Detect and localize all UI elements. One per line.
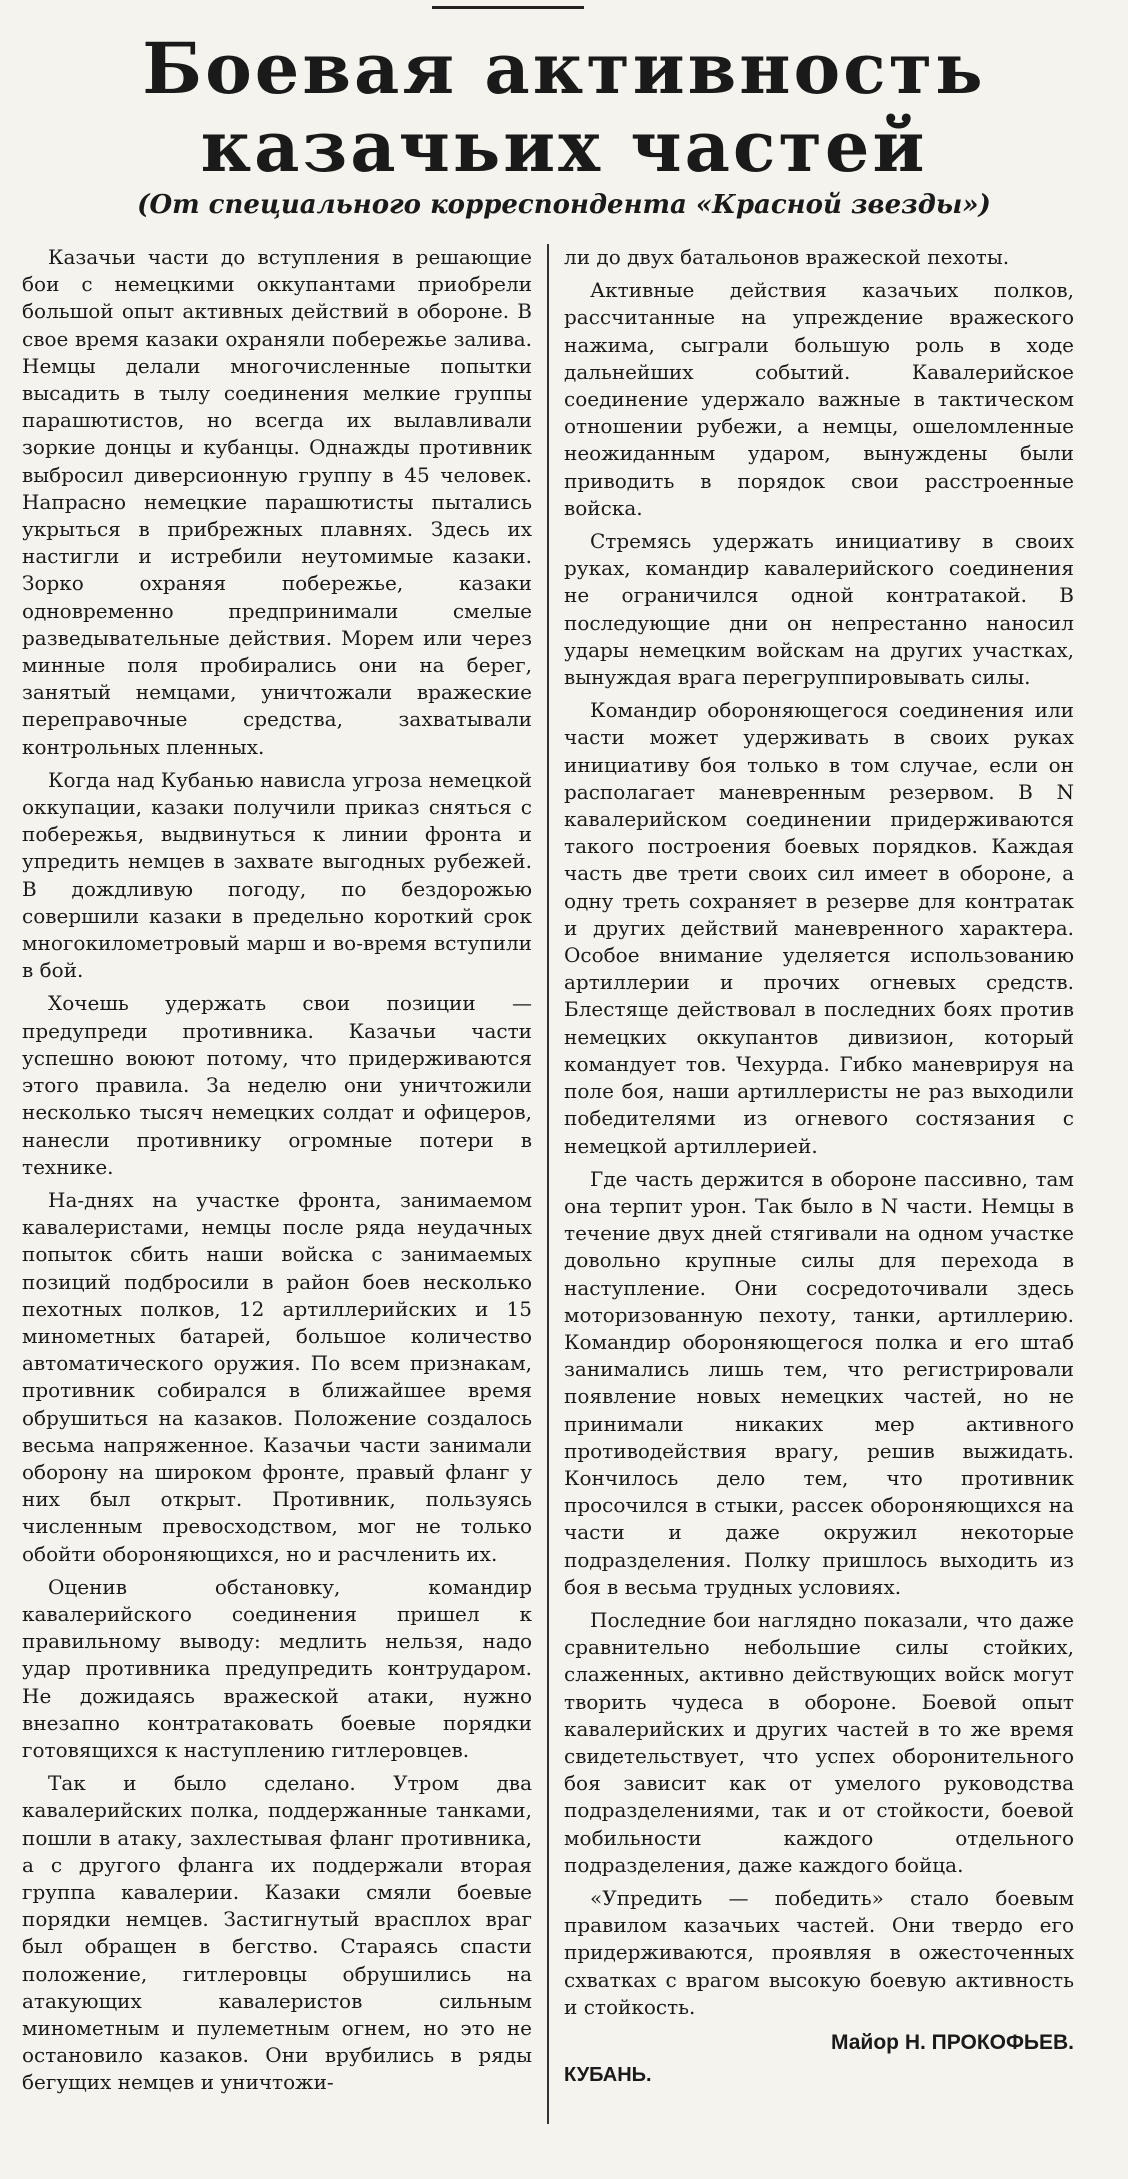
paragraph-continuation: ли до двух батальонов вражеской пехоты. <box>564 245 1010 269</box>
paragraph: Последние бои наглядно показали, что даже сравнительно небольшие силы стойких, слаженных, активно действующих войск могут творить чудеса в обороне. Боевой опыт кавалерийских и других частей в то же время свидетельствует, что успех оборонительного боя зависит как от умелого руководства подразделениями, так и от стойкости, боевой мобильности каждого отдельного подразделения, даже каждого бойца. <box>564 1607 1074 1877</box>
top-rule <box>432 6 584 9</box>
dateline-place: КУБАНЬ. <box>564 2064 652 2087</box>
paragraph: Где часть держится в обороне пассивно, там она терпит урон. Так было в N части. Немцы в течение двух дней стягивали на одном участке довольно крупные силы для перехода в наступление. Они сосредоточивали здесь моторизованную пехоту, танки, артиллерию. Командир обороняющегося полка и его штаб занимались лишь тем, что регистрировали появление новых немецких частей, но не принимали никаких мер активного противодействия врагу, решив выжидать. Кончилось дело тем, что противник просочился в стыки, рассек обороняющихся на части и даже окружил некоторые подразделения. Полку пришлось выходить из боя в весьма трудных условиях. <box>564 1166 1074 1599</box>
paragraph: Казачьи части до вступления в решающие бои с немецкими оккупантами приобрели большой опыт активных действий в обороне. В свое время казаки охраняли побережье залива. Немцы делали многочисленные попытки высадить в тылу соединения мелкие группы парашютистов, но всегда их вылавливали зоркие донцы и кубанцы. Однажды противник выбросил диверсионную группу в 45 человек. Напрасно немецкие парашютисты пытались укрыться в прибрежных плавнях. Здесь их настигли и истребили неутомимые казаки. Зорко охраняя побережье, казаки одновременно предпринимали смелые разведывательные действия. Морем или через минные поля пробирались они на берег, занятый немцами, уничтожали вражеские переправочные средства, захватывали контрольных пленных. <box>22 245 532 759</box>
paragraph: «Упредить — победить» стало боевым правилом казачьих частей. Они твердо его придерживаются, проявляя в ожесточенных схватках с врагом высокую боевую активность и стойкость. <box>564 1885 1074 2019</box>
paragraph: Когда над Кубанью нависла угроза немецкой оккупации, казаки получили приказ сняться с побережья, выдвинуться к линии фронта и упредить немцев в захвате выгодных рубежей. В дождливую погоду, по бездорожью совершили казаки в предельно короткий срок многокилометровый марш и во-время вступили в бой. <box>22 767 532 983</box>
byline-subtitle: (От специального корреспондента «Красной звезды») <box>137 190 991 220</box>
column-left <box>22 244 547 2150</box>
paragraph: Оценив обстановку, командир кавалерийского соединения пришел к правильному выводу: медлить нельзя, надо удар противника предупредить контрударом. Не дожидаясь вражеской атаки, нужно внезапно контратаковать боевые порядки готовящихся к наступлению гитлеровцев. <box>22 1574 532 1762</box>
article-body <box>22 244 1074 2150</box>
paragraph: Стремясь удержать инициативу в своих руках, командир кавалерийского соединения не ограничился одной контратакой. В последующие дни он непрестанно наносил удары немецким войскам на других участках, вынуждая врага перегруппировывать силы. <box>564 529 1074 690</box>
author-signature: Майор Н. ПРОКОФЬЕВ. <box>831 2031 1074 2054</box>
paragraph: Так и было сделано. Утром два кавалерийских полка, поддержанные танками, пошли в атаку, захлестывая фланг противника, а с другого фланга их поддержали вторая группа кавалерии. Казаки смяли боевые порядки немцев. Застигнутый врасплох враг был обращен в бегство. Стараясь спасти положение, гитлеровцы обрушились на атакующих кавалеристов сильным минометным и пулеметным огнем, но это не остановило казаков. Они врубились в ряды бегущих немцев и уничтожи- <box>22 1771 532 2095</box>
paragraph: На-днях на участке фронта, занимаемом кавалеристами, немцы после ряда неудачных попыток сбить наши войска с занимаемых позиций подбросили в район боев несколько пехотных полков, 12 артиллерийских и 15 минометных батарей, большое количество автоматического оружия. По всем признакам, противник собирался в ближайшее время обрушиться на казаков. Положение создалось весьма напряженное. Казачьи части занимали оборону на широком фронте, правый фланг у них был открыт. Противник, пользуясь численным превосходством, мог не только обойти обороняющихся, но и расчленить их. <box>22 1187 532 1566</box>
column-right <box>549 244 1074 2150</box>
paragraph: Командир обороняющегося соединения или части может удерживать в своих руках инициативу боя только в том случае, если он располагает маневренным резервом. В N кавалерийском соединении придерживаются такого построения боевых порядков. Каждая часть две трети своих сил имеет в обороне, а одну треть сохраняет в резерве для контратак и других действий маневренного характера. Особое внимание уделяется использованию артиллерии и прочих огневых средств. Блестяще действовал в последних боях против немецких оккупантов дивизион, который командует тов. Чехурда. Гибко маневрируя на поле боя, наши артиллеристы не раз выходили победителями из огневого состязания с немецкой артиллерией. <box>564 698 1074 1158</box>
headline-line-2: казачьих частей <box>200 105 928 188</box>
paragraph: Активные действия казачьих полков, рассчитанные на упреждение вражеского нажима, сыграли большую роль в ходе дальнейших событий. Кавалерийское соединение удержало важные в тактическом отношении рубежи, а немцы, ошеломленные неожиданным ударом, вынуждены были приводить в порядок свои расстроенные войска. <box>564 278 1074 520</box>
headline-line-1: Боевая активность <box>142 27 986 110</box>
headline <box>0 27 1128 188</box>
paragraph: Хочешь удержать свои позиции — предупреди противника. Казачьи части успешно воюют потому, что придерживаются этого правила. За неделю они уничтожили несколько тысяч немецких солдат и офицеров, нанесли противнику огромные потери в технике. <box>22 991 532 1179</box>
